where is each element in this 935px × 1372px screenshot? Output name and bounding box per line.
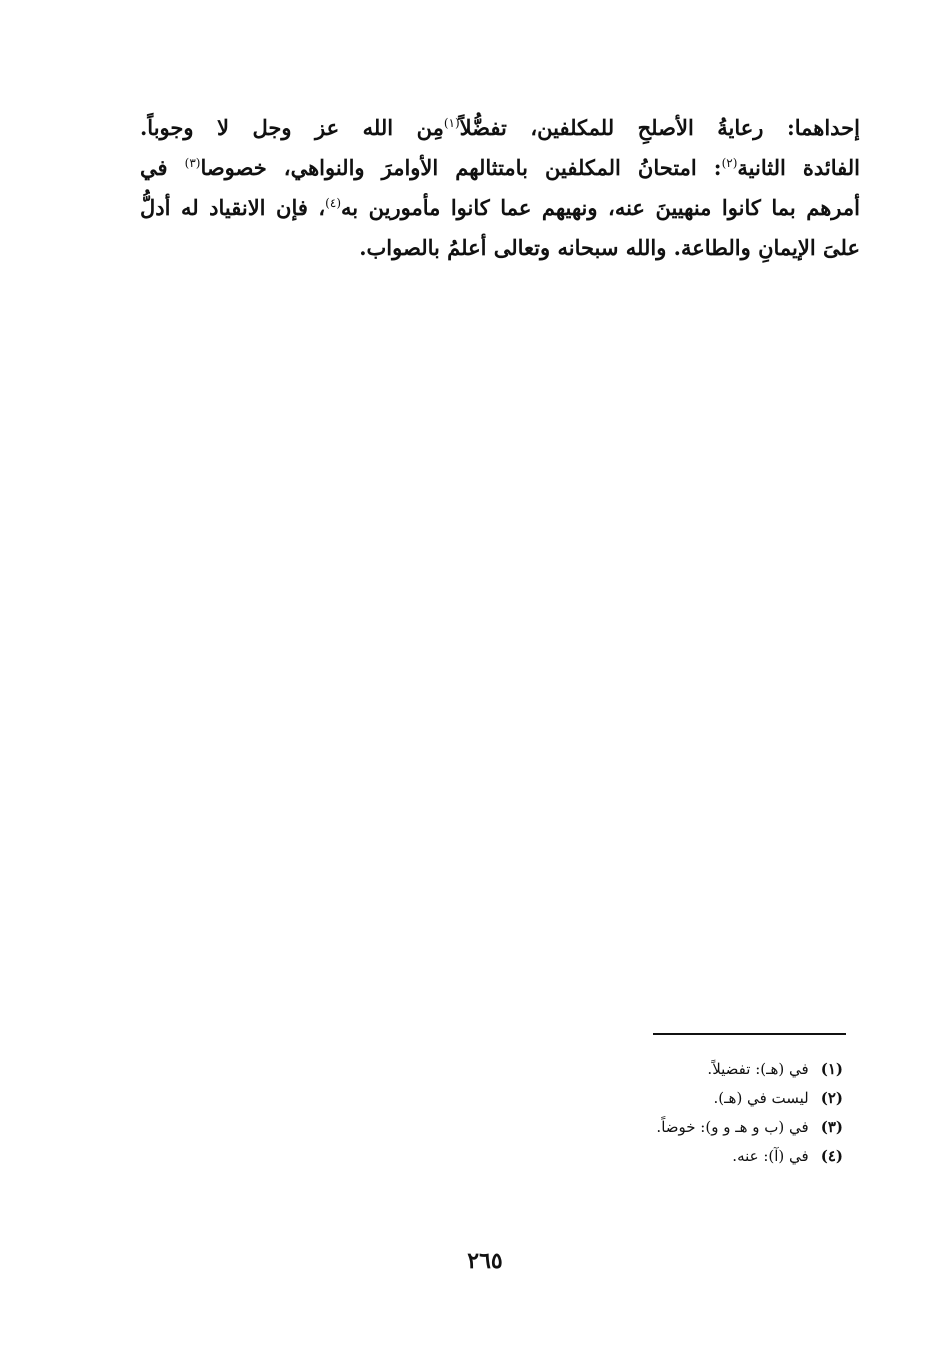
footnote-divider [653, 1033, 846, 1035]
text-line: إحداهما: رعايةُ الأصلحِ للمكلفين، تفضُّلاً$^{(١)}$مِن الله عز وجل لا وجوباً. [140, 115, 860, 140]
footnote-reference: (١) [443, 116, 460, 130]
footnote-reference: (٤) [325, 196, 341, 210]
footnote-item [540, 1142, 843, 1171]
footnote-item [540, 1084, 843, 1113]
footnote-number: (١) [820, 1060, 843, 1078]
footnotes [540, 1055, 843, 1171]
footnote-item [540, 1055, 843, 1084]
footnote-text: ليست في (هـ). [713, 1089, 809, 1107]
text-line: الفائدة الثانية$^{(٢)}$: امتحانُ المكلفين بامتثالهم الأوامرَ والنواهي، خصوصا$^{(٣)}$ في [140, 155, 860, 180]
footnote-number: (٢) [820, 1089, 843, 1107]
footnote-reference: (٣) [184, 156, 201, 170]
page-number: ٢٦٥ [467, 1248, 503, 1274]
text-line: أمرهم بما كانوا منهيينَ عنه، ونهيهم عما كانوا مأمورين به$^{(٤)}$، فإن الانقياد له أدلُّ [140, 195, 860, 220]
footnote-reference: (٢) [721, 156, 738, 170]
footnote-item [540, 1113, 843, 1142]
footnote-number: (٣) [820, 1118, 843, 1136]
text-line: علىَ الإيمانِ والطاعة. والله سبحانه وتعالى أعلمُ بالصواب. [359, 235, 860, 260]
footnote-text: في (آ): عنه. [732, 1147, 809, 1165]
main-text [140, 108, 860, 268]
footnote-text: في (ب و هـ و و): خوضاً. [656, 1118, 809, 1136]
footnote-number: (٤) [820, 1147, 843, 1165]
footnote-text: في (هـ): تفضيلاً. [707, 1060, 809, 1078]
